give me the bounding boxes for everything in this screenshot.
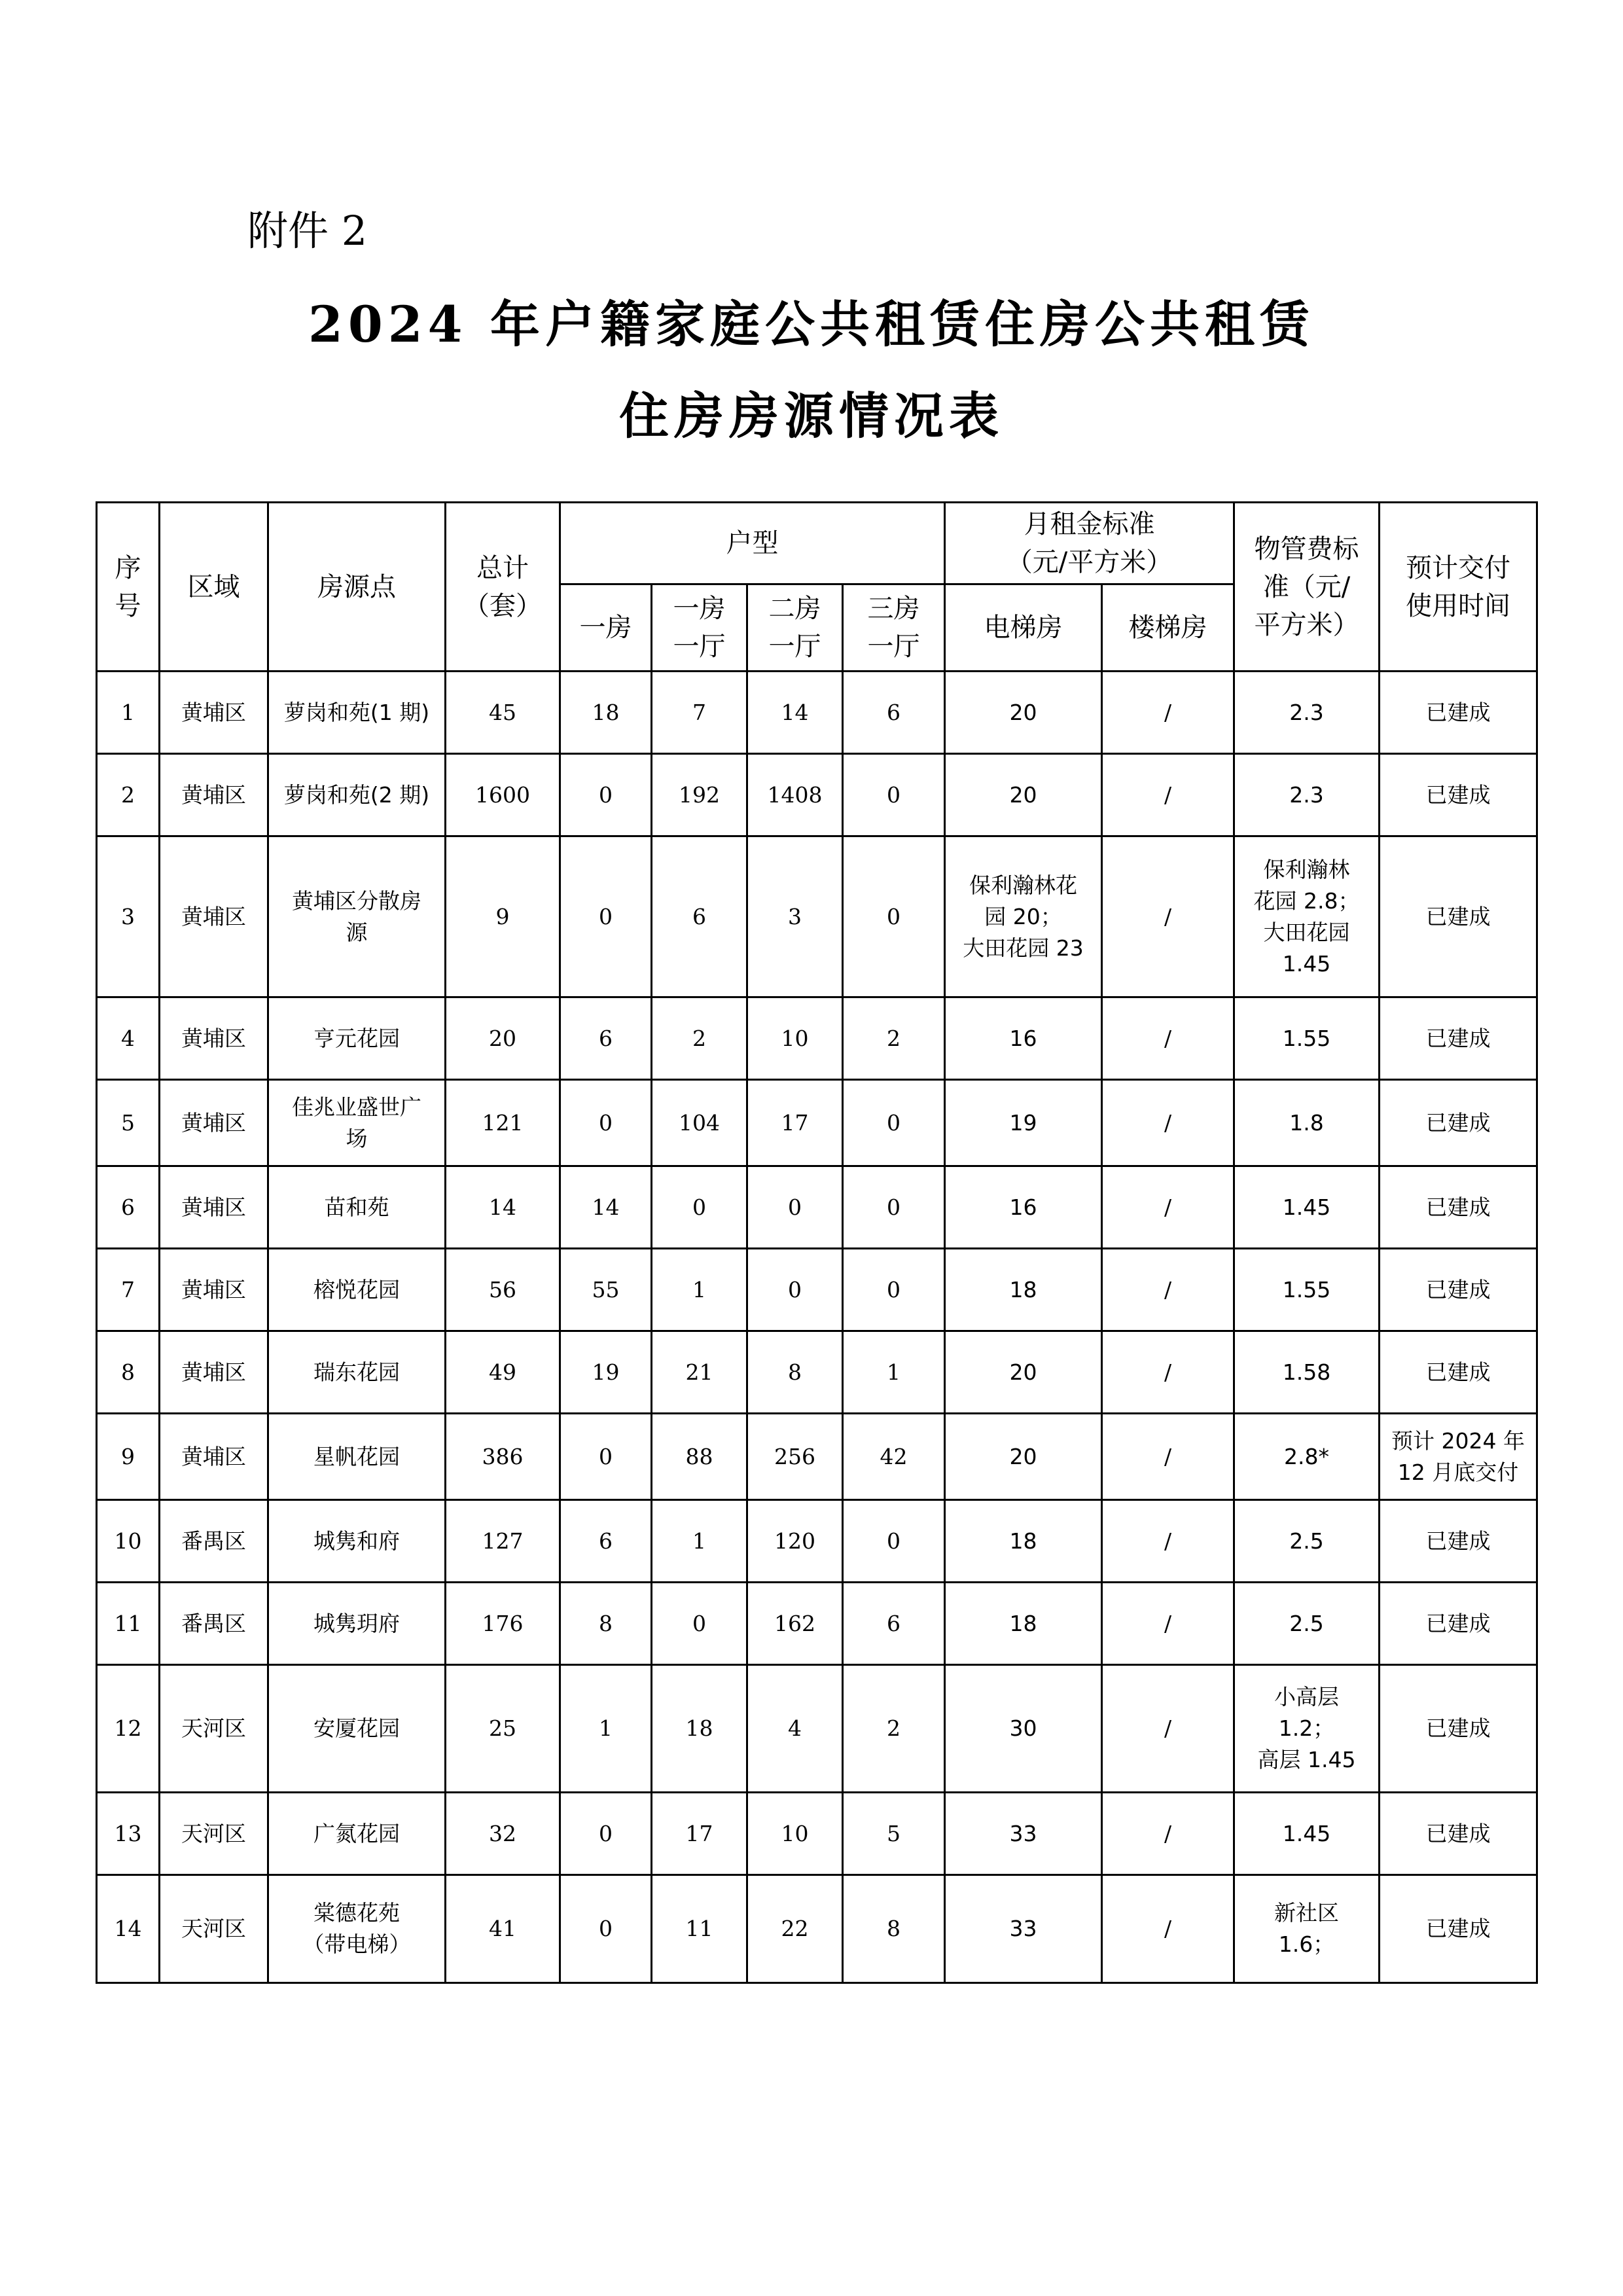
cell-seq: 3: [97, 836, 160, 997]
cell-total: 386: [446, 1414, 560, 1500]
document-title-line-2: 住房房源情况表: [619, 387, 1004, 445]
cell-site: 广氮花园: [268, 1793, 446, 1875]
cell-site: 城隽玥府: [268, 1583, 446, 1665]
cell-property-fee: 2.3: [1234, 672, 1380, 754]
cell-site: 萝岗和苑(2 期): [268, 754, 446, 836]
cell-one-room: 18: [560, 672, 652, 754]
cell-total: 25: [446, 1665, 560, 1793]
cell-district: 黄埔区: [160, 1080, 268, 1166]
cell-stair-rent: /: [1102, 1793, 1234, 1875]
cell-stair-rent: /: [1102, 1080, 1234, 1166]
cell-one-room: 0: [560, 754, 652, 836]
cell-delivery: 已建成: [1380, 1249, 1537, 1331]
cell-two-room-one-hall: 256: [747, 1414, 843, 1500]
cell-site: 星帆花园: [268, 1414, 446, 1500]
cell-elevator-rent: 18: [945, 1583, 1102, 1665]
cell-seq: 7: [97, 1249, 160, 1331]
table-row: [97, 1080, 1537, 1166]
header-property-fee: 物管费标 准（元/ 平方米）: [1234, 503, 1380, 672]
cell-district: 黄埔区: [160, 1166, 268, 1249]
table-row: [97, 1500, 1537, 1583]
cell-one-room: 0: [560, 1080, 652, 1166]
cell-three-room-one-hall: 0: [843, 1249, 945, 1331]
cell-two-room-one-hall: 22: [747, 1875, 843, 1983]
cell-elevator-rent: 16: [945, 1166, 1102, 1249]
cell-one-room: 0: [560, 1414, 652, 1500]
cell-district: 黄埔区: [160, 836, 268, 997]
cell-total: 41: [446, 1875, 560, 1983]
cell-one-room: 1: [560, 1665, 652, 1793]
cell-property-fee: 1.58: [1234, 1331, 1380, 1414]
cell-one-room: 8: [560, 1583, 652, 1665]
cell-property-fee: 新社区 1.6；: [1234, 1875, 1380, 1983]
cell-one-room-one-hall: 2: [652, 997, 747, 1080]
cell-stair-rent: /: [1102, 1166, 1234, 1249]
cell-total: 9: [446, 836, 560, 997]
cell-total: 32: [446, 1793, 560, 1875]
cell-seq: 12: [97, 1665, 160, 1793]
cell-stair-rent: /: [1102, 754, 1234, 836]
cell-delivery: 已建成: [1380, 1080, 1537, 1166]
cell-three-room-one-hall: 0: [843, 836, 945, 997]
header-stair: 楼梯房: [1102, 584, 1234, 672]
cell-stair-rent: /: [1102, 997, 1234, 1080]
cell-delivery: 已建成: [1380, 1875, 1537, 1983]
cell-delivery: 已建成: [1380, 1166, 1537, 1249]
cell-two-room-one-hall: 1408: [747, 754, 843, 836]
cell-seq: 2: [97, 754, 160, 836]
table-row: [97, 836, 1537, 997]
cell-elevator-rent: 30: [945, 1665, 1102, 1793]
table-row: [97, 1414, 1537, 1500]
cell-two-room-one-hall: 14: [747, 672, 843, 754]
cell-delivery: 已建成: [1380, 754, 1537, 836]
cell-stair-rent: /: [1102, 836, 1234, 997]
cell-total: 20: [446, 997, 560, 1080]
cell-stair-rent: /: [1102, 1500, 1234, 1583]
cell-seq: 13: [97, 1793, 160, 1875]
header-two-room-one-hall: 二房 一厅: [747, 584, 843, 672]
cell-site: 瑞东花园: [268, 1331, 446, 1414]
cell-total: 14: [446, 1166, 560, 1249]
cell-three-room-one-hall: 0: [843, 754, 945, 836]
cell-delivery: 已建成: [1380, 1331, 1537, 1414]
cell-three-room-one-hall: 2: [843, 997, 945, 1080]
cell-one-room-one-hall: 88: [652, 1414, 747, 1500]
cell-property-fee: 1.45: [1234, 1166, 1380, 1249]
cell-three-room-one-hall: 0: [843, 1500, 945, 1583]
table-row: [97, 754, 1537, 836]
cell-property-fee: 1.55: [1234, 997, 1380, 1080]
cell-three-room-one-hall: 2: [843, 1665, 945, 1793]
cell-two-room-one-hall: 162: [747, 1583, 843, 1665]
cell-one-room-one-hall: 6: [652, 836, 747, 997]
cell-district: 番禺区: [160, 1500, 268, 1583]
cell-seq: 14: [97, 1875, 160, 1983]
cell-two-room-one-hall: 3: [747, 836, 843, 997]
cell-seq: 1: [97, 672, 160, 754]
cell-site: 苗和苑: [268, 1166, 446, 1249]
cell-three-room-one-hall: 6: [843, 1583, 945, 1665]
cell-property-fee: 2.3: [1234, 754, 1380, 836]
cell-one-room-one-hall: 0: [652, 1583, 747, 1665]
cell-three-room-one-hall: 1: [843, 1331, 945, 1414]
cell-three-room-one-hall: 5: [843, 1793, 945, 1875]
header-one-room: 一房: [560, 584, 652, 672]
cell-district: 黄埔区: [160, 672, 268, 754]
cell-elevator-rent: 20: [945, 1414, 1102, 1500]
cell-district: 黄埔区: [160, 1414, 268, 1500]
cell-delivery: 已建成: [1380, 1793, 1537, 1875]
cell-stair-rent: /: [1102, 1331, 1234, 1414]
cell-site: 棠德花苑 （带电梯）: [268, 1875, 446, 1983]
cell-one-room: 0: [560, 1875, 652, 1983]
cell-property-fee: 保利瀚林 花园 2.8； 大田花园 1.45: [1234, 836, 1380, 997]
cell-property-fee: 2.5: [1234, 1583, 1380, 1665]
table-row: [97, 1875, 1537, 1983]
cell-elevator-rent: 16: [945, 997, 1102, 1080]
cell-delivery: 已建成: [1380, 1500, 1537, 1583]
attachment-label: 附件 2: [247, 207, 368, 255]
cell-one-room: 0: [560, 1793, 652, 1875]
cell-site: 城隽和府: [268, 1500, 446, 1583]
cell-stair-rent: /: [1102, 1583, 1234, 1665]
cell-one-room-one-hall: 1: [652, 1249, 747, 1331]
cell-two-room-one-hall: 10: [747, 997, 843, 1080]
cell-one-room-one-hall: 104: [652, 1080, 747, 1166]
cell-three-room-one-hall: 0: [843, 1080, 945, 1166]
cell-site: 萝岗和苑(1 期): [268, 672, 446, 754]
cell-property-fee: 1.45: [1234, 1793, 1380, 1875]
cell-elevator-rent: 20: [945, 672, 1102, 754]
cell-stair-rent: /: [1102, 1414, 1234, 1500]
cell-three-room-one-hall: 6: [843, 672, 945, 754]
cell-total: 127: [446, 1500, 560, 1583]
header-district: 区域: [160, 503, 268, 672]
cell-seq: 5: [97, 1080, 160, 1166]
cell-district: 黄埔区: [160, 997, 268, 1080]
cell-elevator-rent: 33: [945, 1793, 1102, 1875]
cell-seq: 4: [97, 997, 160, 1080]
cell-site: 亨元花园: [268, 997, 446, 1080]
cell-elevator-rent: 33: [945, 1875, 1102, 1983]
cell-elevator-rent: 20: [945, 754, 1102, 836]
cell-three-room-one-hall: 0: [843, 1166, 945, 1249]
cell-district: 番禺区: [160, 1583, 268, 1665]
cell-delivery: 已建成: [1380, 672, 1537, 754]
table-body: [97, 672, 1537, 1983]
cell-one-room-one-hall: 0: [652, 1166, 747, 1249]
table-row: [97, 1583, 1537, 1665]
cell-district: 天河区: [160, 1875, 268, 1983]
header-three-room-one-hall: 三房 一厅: [843, 584, 945, 672]
cell-stair-rent: /: [1102, 1665, 1234, 1793]
header-total: 总计 （套）: [446, 503, 560, 672]
header-seq: 序 号: [97, 503, 160, 672]
cell-property-fee: 2.8*: [1234, 1414, 1380, 1500]
table-row: [97, 1166, 1537, 1249]
header-unit-type: 户型: [560, 503, 945, 584]
cell-two-room-one-hall: 0: [747, 1166, 843, 1249]
cell-site: 榕悦花园: [268, 1249, 446, 1331]
cell-delivery: 已建成: [1380, 1583, 1537, 1665]
cell-total: 176: [446, 1583, 560, 1665]
cell-district: 黄埔区: [160, 1249, 268, 1331]
table-row: [97, 1793, 1537, 1875]
table-row: [97, 1665, 1537, 1793]
cell-delivery: 预计 2024 年 12 月底交付: [1380, 1414, 1537, 1500]
cell-one-room-one-hall: 17: [652, 1793, 747, 1875]
cell-elevator-rent: 保利瀚林花 园 20； 大田花园 23: [945, 836, 1102, 997]
cell-one-room-one-hall: 21: [652, 1331, 747, 1414]
cell-stair-rent: /: [1102, 672, 1234, 754]
cell-site: 安厦花园: [268, 1665, 446, 1793]
cell-one-room: 19: [560, 1331, 652, 1414]
cell-one-room-one-hall: 11: [652, 1875, 747, 1983]
cell-total: 1600: [446, 754, 560, 836]
cell-elevator-rent: 18: [945, 1249, 1102, 1331]
cell-seq: 10: [97, 1500, 160, 1583]
header-site: 房源点: [268, 503, 446, 672]
header-rent: 月租金标准 （元/平方米）: [945, 503, 1234, 584]
cell-one-room-one-hall: 7: [652, 672, 747, 754]
cell-district: 黄埔区: [160, 1331, 268, 1414]
cell-one-room: 6: [560, 1500, 652, 1583]
cell-one-room-one-hall: 18: [652, 1665, 747, 1793]
cell-two-room-one-hall: 120: [747, 1500, 843, 1583]
header-elevator: 电梯房: [945, 584, 1102, 672]
cell-seq: 8: [97, 1331, 160, 1414]
document-title-line-1: 2024 年户籍家庭公共租赁住房公共租赁: [308, 295, 1315, 353]
cell-stair-rent: /: [1102, 1875, 1234, 1983]
cell-one-room-one-hall: 192: [652, 754, 747, 836]
cell-district: 黄埔区: [160, 754, 268, 836]
cell-one-room: 0: [560, 836, 652, 997]
cell-delivery: 已建成: [1380, 1665, 1537, 1793]
cell-one-room: 6: [560, 997, 652, 1080]
cell-seq: 6: [97, 1166, 160, 1249]
housing-source-table: [96, 501, 1538, 1984]
cell-one-room: 14: [560, 1166, 652, 1249]
cell-total: 49: [446, 1331, 560, 1414]
table-row: [97, 672, 1537, 754]
cell-delivery: 已建成: [1380, 997, 1537, 1080]
cell-two-room-one-hall: 0: [747, 1249, 843, 1331]
cell-property-fee: 小高层 1.2； 高层 1.45: [1234, 1665, 1380, 1793]
cell-site: 佳兆业盛世广 场: [268, 1080, 446, 1166]
cell-one-room-one-hall: 1: [652, 1500, 747, 1583]
header-one-room-one-hall: 一房 一厅: [652, 584, 747, 672]
cell-seq: 9: [97, 1414, 160, 1500]
cell-district: 天河区: [160, 1665, 268, 1793]
cell-property-fee: 2.5: [1234, 1500, 1380, 1583]
cell-one-room: 55: [560, 1249, 652, 1331]
cell-total: 121: [446, 1080, 560, 1166]
cell-elevator-rent: 20: [945, 1331, 1102, 1414]
cell-total: 45: [446, 672, 560, 754]
cell-seq: 11: [97, 1583, 160, 1665]
cell-two-room-one-hall: 17: [747, 1080, 843, 1166]
cell-site: 黄埔区分散房 源: [268, 836, 446, 997]
cell-elevator-rent: 19: [945, 1080, 1102, 1166]
cell-district: 天河区: [160, 1793, 268, 1875]
cell-three-room-one-hall: 42: [843, 1414, 945, 1500]
cell-delivery: 已建成: [1380, 836, 1537, 997]
header-delivery: 预计交付 使用时间: [1380, 503, 1537, 672]
cell-three-room-one-hall: 8: [843, 1875, 945, 1983]
cell-elevator-rent: 18: [945, 1500, 1102, 1583]
table-row: [97, 1331, 1537, 1414]
cell-total: 56: [446, 1249, 560, 1331]
cell-two-room-one-hall: 8: [747, 1331, 843, 1414]
cell-two-room-one-hall: 4: [747, 1665, 843, 1793]
cell-property-fee: 1.8: [1234, 1080, 1380, 1166]
cell-two-room-one-hall: 10: [747, 1793, 843, 1875]
cell-stair-rent: /: [1102, 1249, 1234, 1331]
table-row: [97, 997, 1537, 1080]
cell-property-fee: 1.55: [1234, 1249, 1380, 1331]
table-row: [97, 1249, 1537, 1331]
